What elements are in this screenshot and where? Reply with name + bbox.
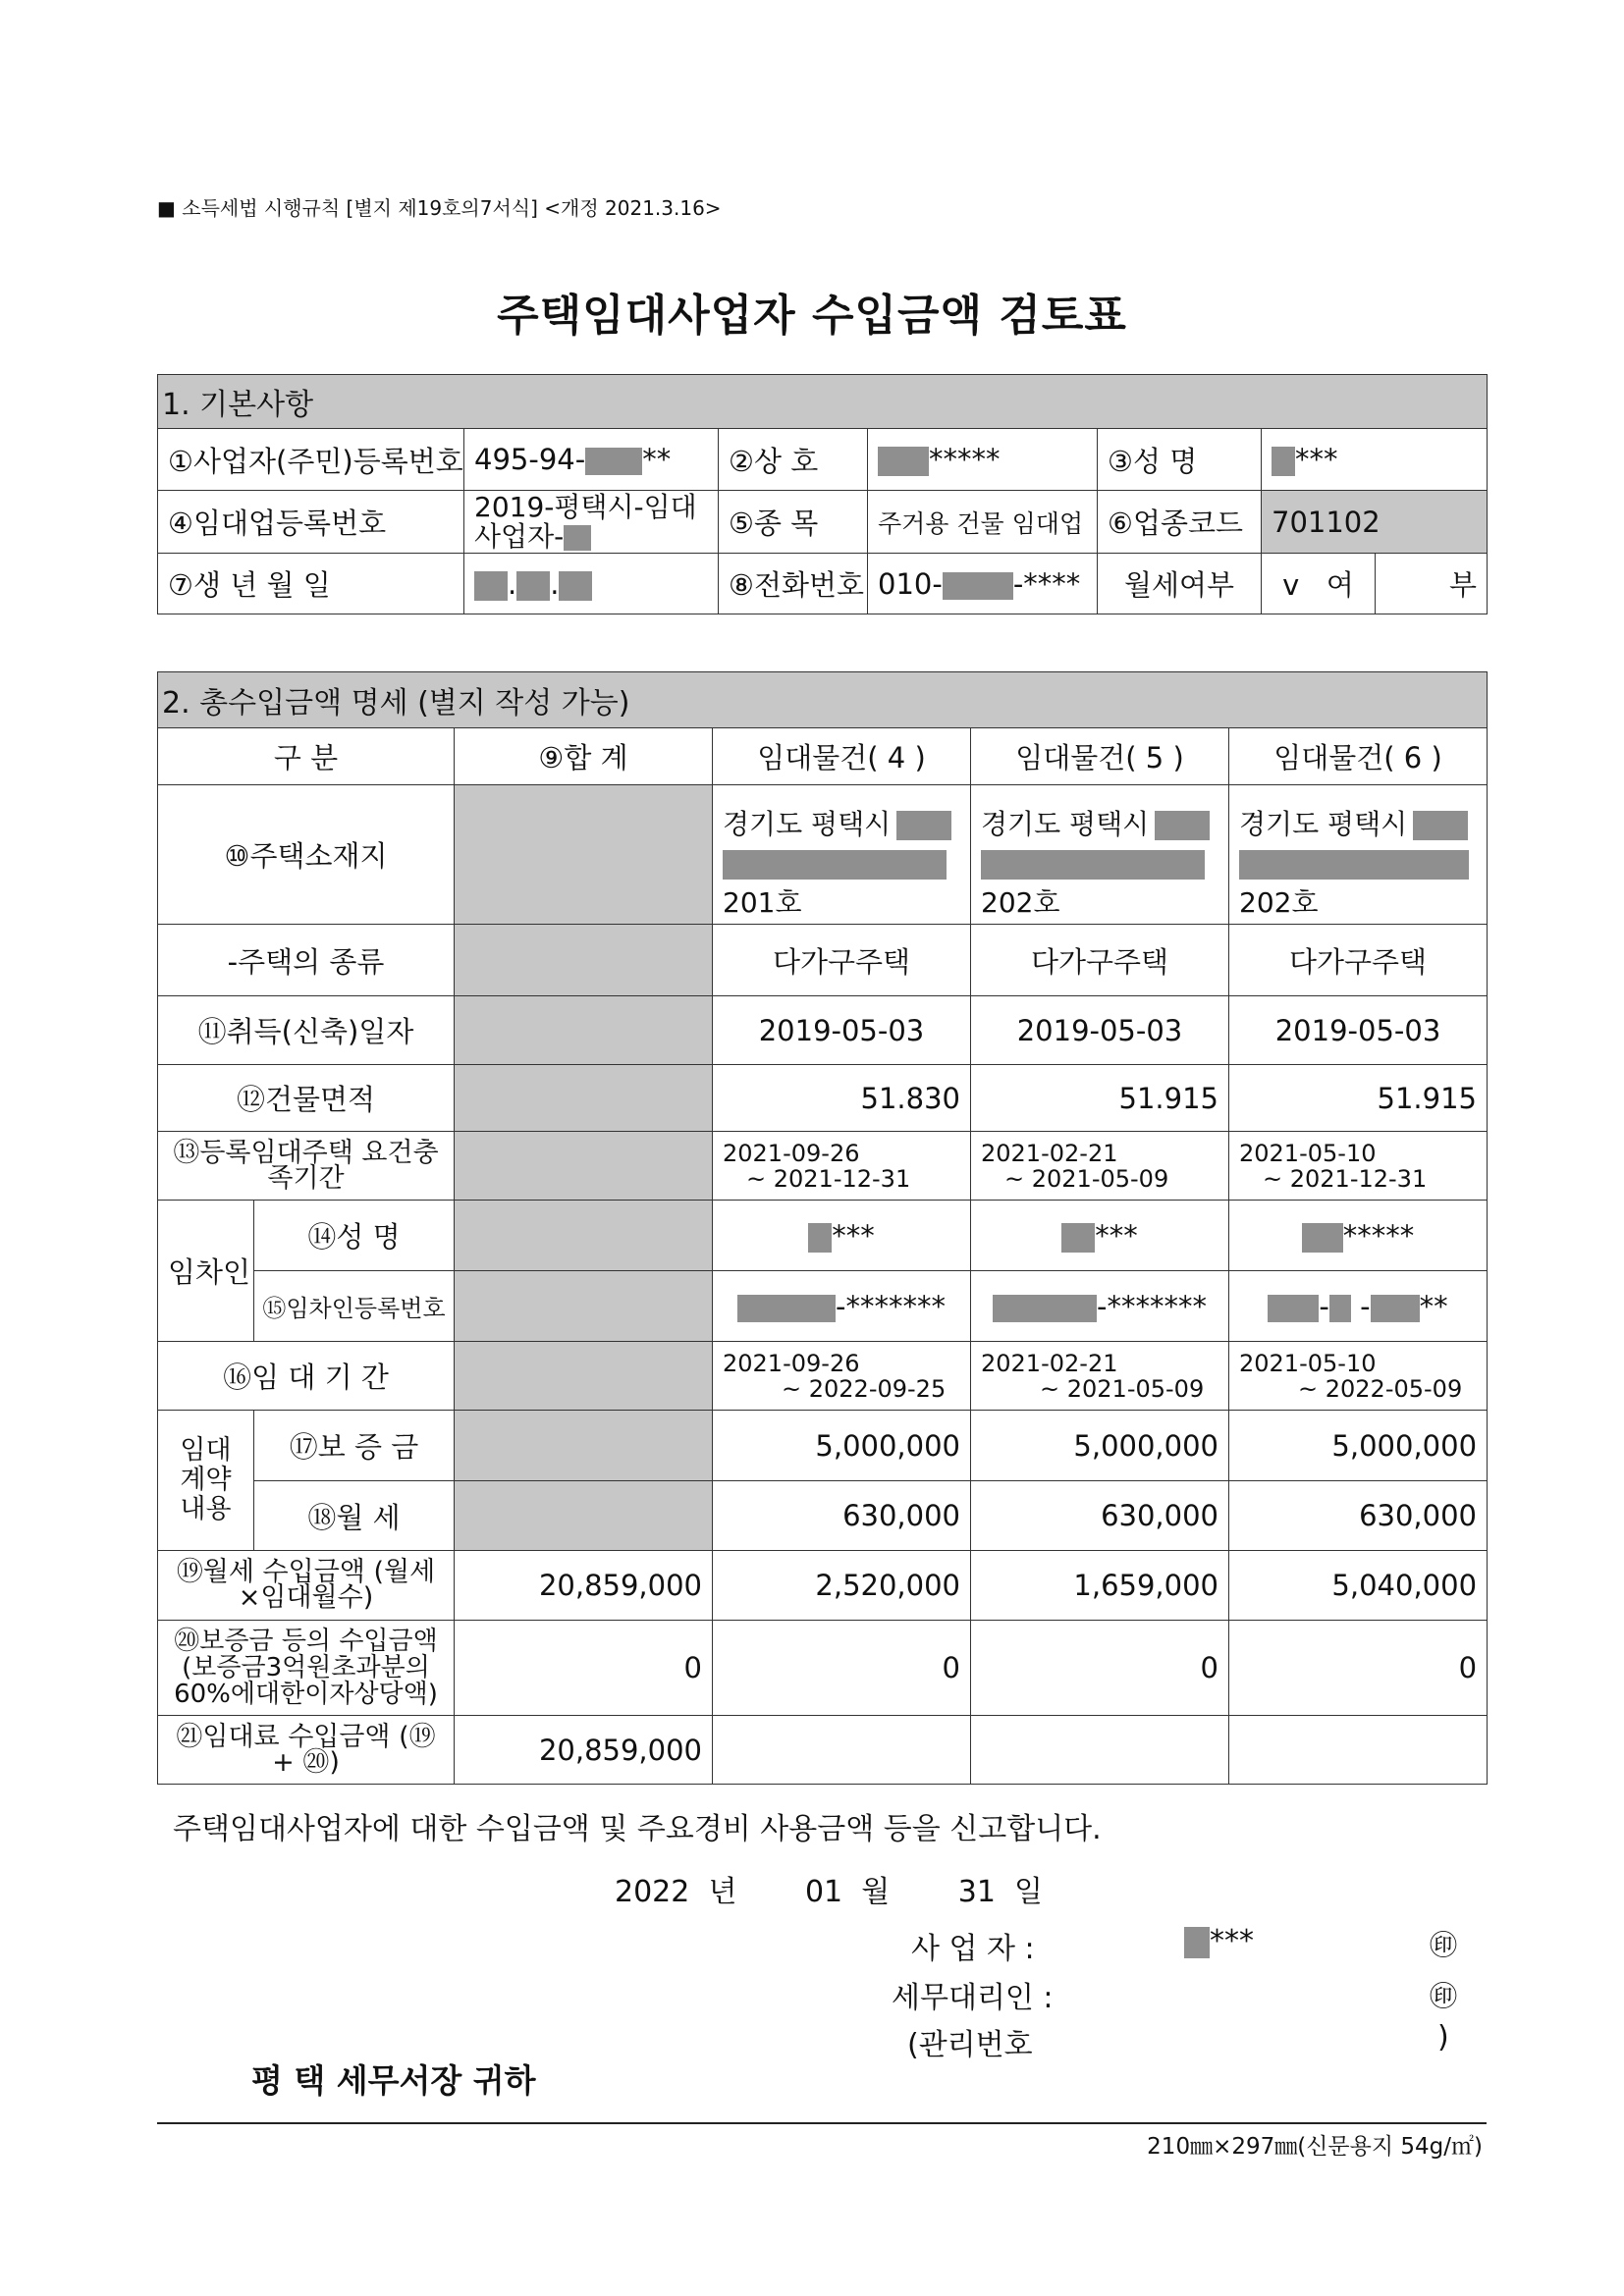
rental-reg-value: 2019-평택시-임대사업자- [464,491,719,554]
rental-income-property-6 [1229,1716,1488,1785]
tenant-name-property-6: ***** [1229,1201,1488,1271]
area-property-5: 51.915 [971,1065,1229,1132]
monthly-income-total: 20,859,000 [455,1551,713,1621]
document-title: 주택임대사업자 수입금액 검토표 [497,291,1127,341]
date-day: 31 [957,1875,996,1909]
birth-label: ⑦생 년 월 일 [158,554,464,614]
deposit-total [455,1411,713,1481]
tenant-reg-property-4: -******* [713,1271,971,1342]
area-property-6: 51.915 [1229,1065,1488,1132]
phone-label: ⑧전화번호 [719,554,868,614]
header-property-4: 임대물건( 4 ) [713,728,971,785]
tenant-reg-label: ⑮임차인등록번호 [254,1271,455,1342]
area-property-4: 51.830 [713,1065,971,1132]
house-type-property-5: 다가구주택 [971,925,1229,996]
rental-income-label: ㉑임대료 수입금액 (⑲ + ⑳) [158,1716,455,1785]
business-signature-label: 사 업 자 : [911,1932,1035,1966]
rent-label: ⑱월 세 [254,1481,455,1551]
acq-date-property-5: 2019-05-03 [971,996,1229,1065]
declaration-text: 주택임대사업자에 대한 수입금액 및 주요경비 사용금액 등을 신고합니다. [173,1812,1102,1846]
rental-income-total: 20,859,000 [455,1716,713,1785]
declaration-date: 2022 년 01 월 31 일 [615,1875,1044,1909]
area-label: ⑫건물면적 [158,1065,455,1132]
monthly-income-label: ⑲월세 수입금액 (월세×임대월수) [158,1551,455,1621]
address-property-6: 경기도 평택시 202호 [1229,785,1488,925]
rental-income-property-5 [971,1716,1229,1785]
bottom-rule [157,2122,1487,2124]
rental-reg-label: ④임대업등록번호 [158,491,464,554]
form-reference: ■ 소득세법 시행규칙 [별지 제19호의7서식] <개정 2021.3.16> [157,196,722,220]
tenant-name-label: ⑭성 명 [254,1201,455,1271]
tenant-reg-total [455,1271,713,1342]
header-category: 구 분 [158,728,455,785]
deposit-property-5: 5,000,000 [971,1411,1229,1481]
birth-value: . . [464,554,719,614]
lease-period-property-6: 2021-05-10 ~ 2022-05-09 [1229,1342,1488,1411]
period-req-label: ⑬등록임대주택 요건충족기간 [158,1132,455,1201]
area-total [455,1065,713,1132]
house-type-property-4: 다가구주택 [713,925,971,996]
paper-spec: 210㎜×297㎜(신문용지 54g/㎡) [1147,2134,1483,2160]
period-req-total [455,1132,713,1201]
header-property-5: 임대물건( 5 ) [971,728,1229,785]
address-property-4: 경기도 평택시 201호 [713,785,971,925]
acq-date-total [455,996,713,1065]
deposit-income-property-4: 0 [713,1621,971,1716]
contract-group-label: 임대계약내용 [158,1411,254,1551]
rent-total [455,1481,713,1551]
period-req-property-4: 2021-09-26 ~ 2021-12-31 [713,1132,971,1201]
tenant-name-property-4: *** [713,1201,971,1271]
monthly-rent-no: 부 [1376,554,1488,614]
rent-property-4: 630,000 [713,1481,971,1551]
address-total [455,785,713,925]
deposit-income-property-6: 0 [1229,1621,1488,1716]
header-total: ⑨합 계 [455,728,713,785]
deposit-income-label: ⑳보증금 등의 수입금액 (보증금3억원초과분의 60%에대한이자상당액) [158,1621,455,1716]
reg-no-value: 495-94- ** [464,429,719,491]
lease-period-label: ⑯임 대 기 간 [158,1342,455,1411]
income-detail-table [157,671,1488,1785]
deposit-income-total: 0 [455,1621,713,1716]
lease-period-property-4: 2021-09-26 ~ 2022-09-25 [713,1342,971,1411]
lease-period-total [455,1342,713,1411]
acq-date-property-4: 2019-05-03 [713,996,971,1065]
business-seal-mark: ㊞ [1430,1929,1458,1961]
agent-signature-label: 세무대리인 : [892,1981,1054,2015]
section1-heading: 1. 기본사항 [158,375,1488,429]
acq-date-property-6: 2019-05-03 [1229,996,1488,1065]
deposit-property-6: 5,000,000 [1229,1411,1488,1481]
tenant-name-total [455,1201,713,1271]
deposit-property-4: 5,000,000 [713,1411,971,1481]
header-property-6: 임대물건( 6 ) [1229,728,1488,785]
address-property-5: 경기도 평택시 202호 [971,785,1229,925]
trade-name-value: ***** [868,429,1098,491]
rent-property-5: 630,000 [971,1481,1229,1551]
deposit-income-property-5: 0 [971,1621,1229,1716]
period-req-property-6: 2021-05-10 ~ 2021-12-31 [1229,1132,1488,1201]
type-value: 주거용 건물 임대업 [868,491,1098,554]
management-number-open: (관리번호 [907,2028,1033,2062]
rental-income-property-4 [713,1716,971,1785]
management-number-close: ) [1437,2020,1449,2055]
acq-date-label: ⑪취득(신축)일자 [158,996,455,1065]
house-type-label: -주택의 종류 [158,925,455,996]
name-label: ③성 명 [1098,429,1262,491]
monthly-rent-label: 월세여부 [1098,554,1262,614]
reg-no-label: ①사업자(주민)등록번호 [158,429,464,491]
section2-heading: 2. 총수입금액 명세 (별지 작성 가능) [158,672,1488,728]
monthly-income-property-4: 2,520,000 [713,1551,971,1621]
lease-period-property-5: 2021-02-21 ~ 2021-05-09 [971,1342,1229,1411]
industry-code-value: 701102 [1262,491,1488,554]
name-value: *** [1262,429,1488,491]
date-month: 01 [804,1875,843,1909]
addressee: 평 택 세무서장 귀하 [251,2061,536,2100]
trade-name-label: ②상 호 [719,429,868,491]
house-type-total [455,925,713,996]
tenant-reg-property-6: - - ** [1229,1271,1488,1342]
date-year: 2022 [615,1875,690,1909]
phone-value: 010- -**** [868,554,1098,614]
monthly-income-property-6: 5,040,000 [1229,1551,1488,1621]
agent-seal-mark: ㊞ [1430,1980,1458,2012]
monthly-income-property-5: 1,659,000 [971,1551,1229,1621]
deposit-label: ⑰보 증 금 [254,1411,455,1481]
tenant-reg-property-5: -******* [971,1271,1229,1342]
address-label: ⑩주택소재지 [158,785,455,925]
period-req-property-5: 2021-02-21 ~ 2021-05-09 [971,1132,1229,1201]
tenant-group-label: 임차인 [158,1201,254,1342]
tenant-name-property-5: *** [971,1201,1229,1271]
basic-info-table [157,374,1488,614]
monthly-rent-yes: v 여 [1262,554,1376,614]
type-label: ⑤종 목 [719,491,868,554]
rent-property-6: 630,000 [1229,1481,1488,1551]
industry-code-label: ⑥업종코드 [1098,491,1262,554]
check-mark: v [1282,568,1300,602]
business-signature-value: *** [1184,1924,1254,1958]
house-type-property-6: 다가구주택 [1229,925,1488,996]
